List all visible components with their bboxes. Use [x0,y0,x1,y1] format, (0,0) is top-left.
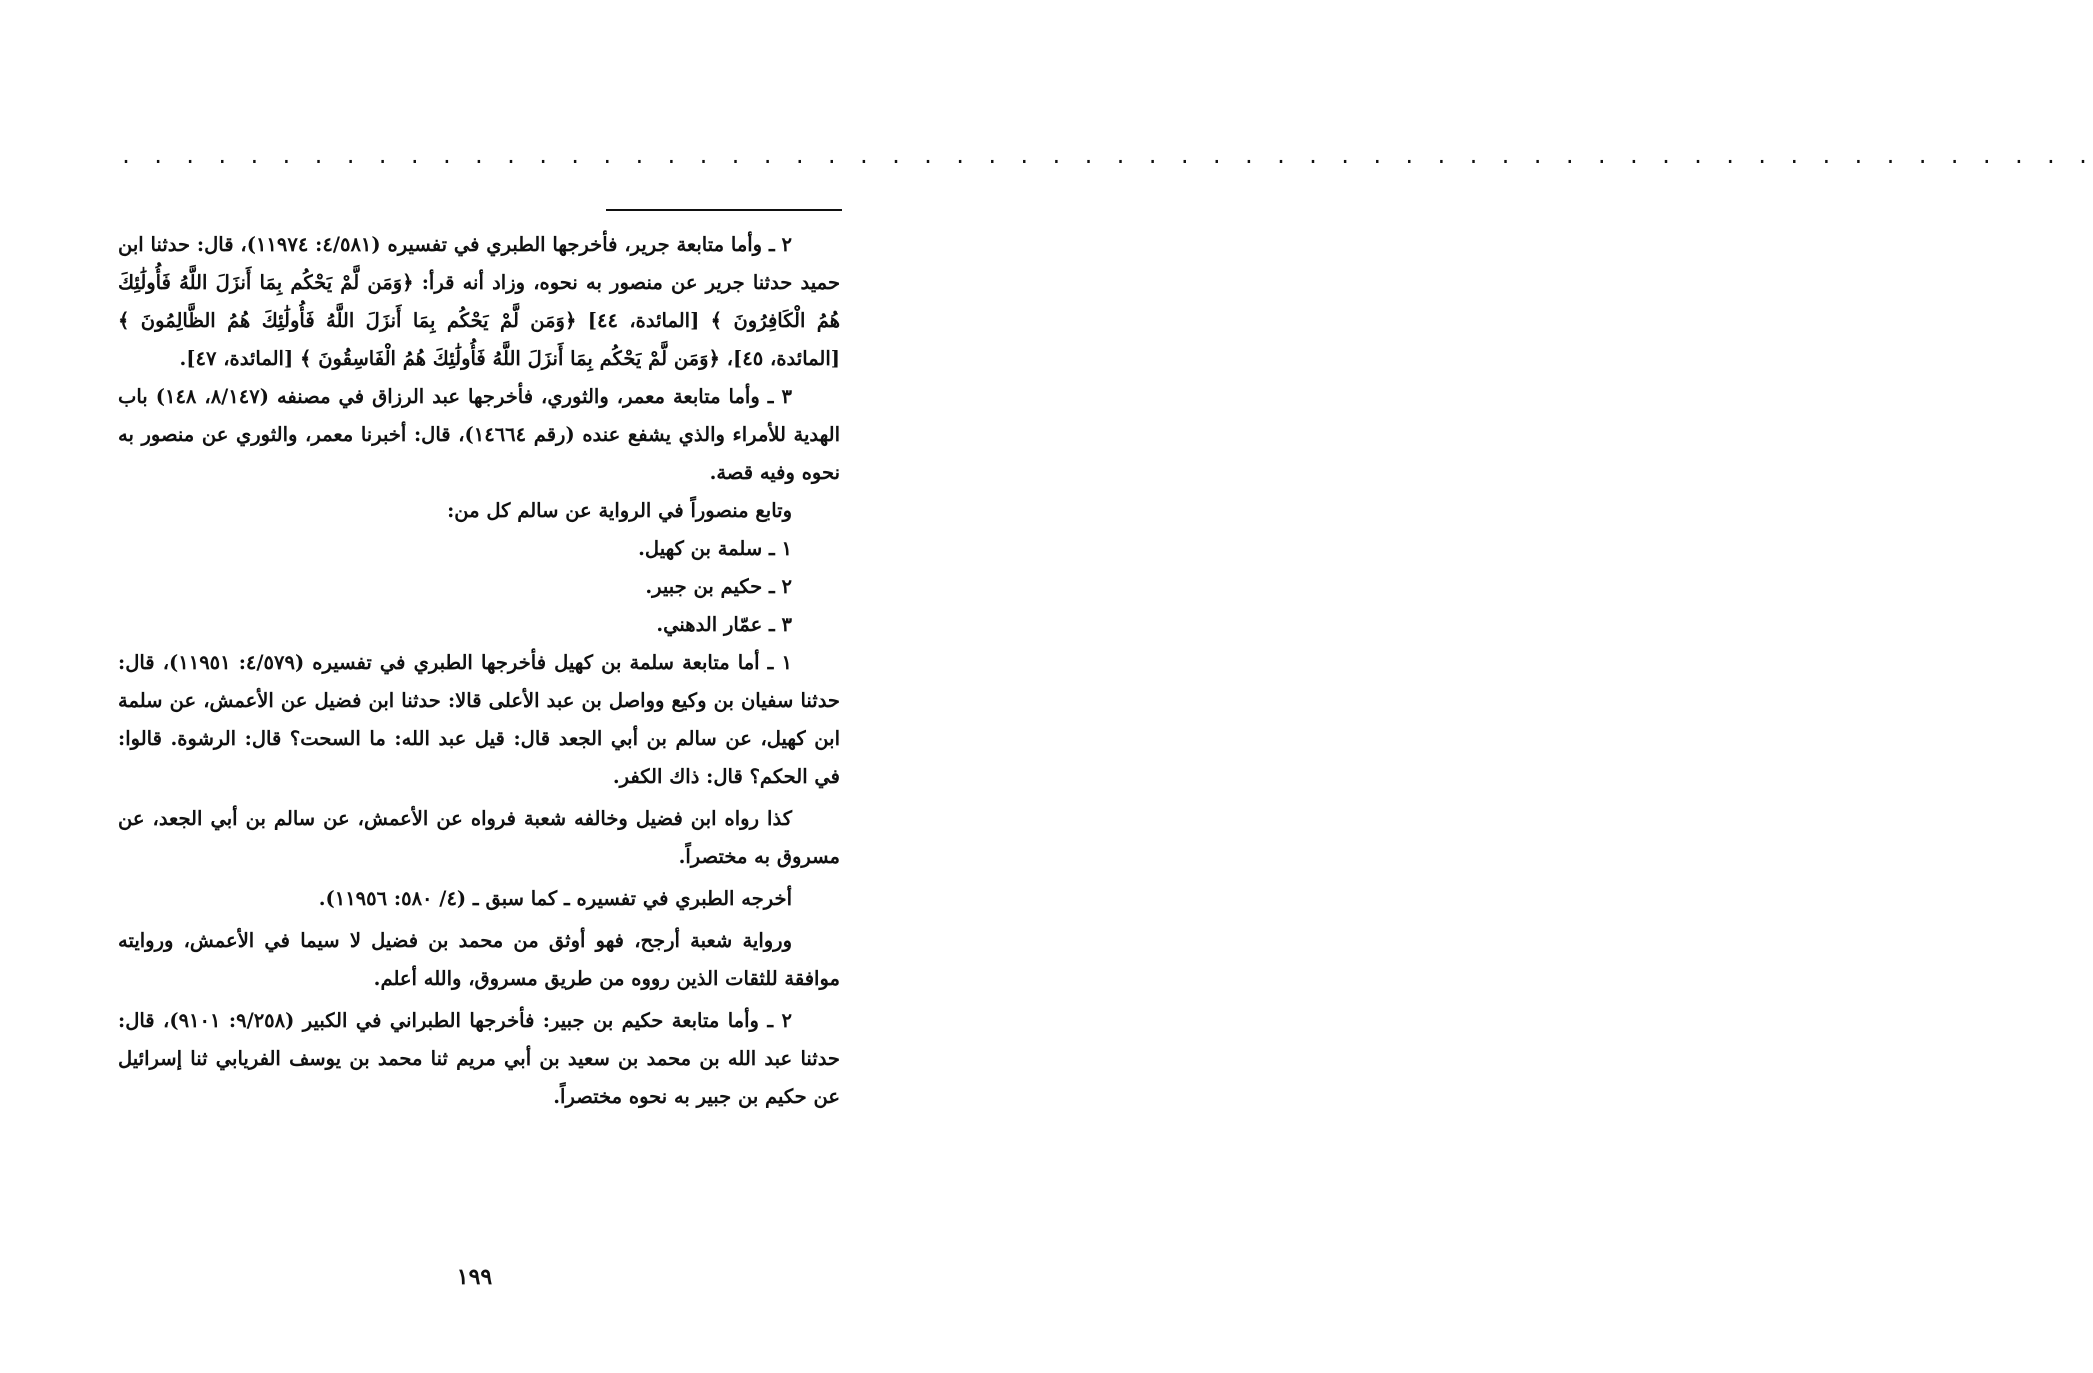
page-body [118,226,840,1116]
page-number: ١٩٩ [456,1264,493,1290]
paragraph-preference: ورواية شعبة أرجح، فهو أوثق من محمد بن فضيل لا سيما في الأعمش، وروايته موافقة للثقات الذين رووه من طريق مسروق، والله أعلم. [118,929,840,990]
paragraph-salama-follow-up: ١ ـ أما متابعة سلمة بن كهيل فأخرجها الطبري في تفسيره (٤/٥٧٩: ١١٩٥١)، قال: حدثنا سفيان بن وكيع وواصل بن عبد الأعلى قالا: حدثنا ابن فضيل عن الأعمش، عن سلمة ابن كهيل، عن سالم بن أبي الجعد قال: قيل عبد الله: ما السحت؟ قال: الرشوة. قالوا: في الحكم؟ قال: ذاك الكفر. [118,651,840,788]
dotted-separator: . . . . . . . . . . . . . . . . . . . . . . . . . . . . . . . . . . . . . . . . . . . . . . . . . . . . . . . . . . . . . . [120,144,2093,168]
paragraph-tabari-reference: أخرجه الطبري في تفسيره ـ كما سبق ـ (٤/ ٥٨٠: ١١٩٥٦). [318,887,792,910]
paragraph-hakim-follow-up: ٢ ـ وأما متابعة حكيم بن جبير: فأخرجها الطبراني في الكبير (٩/٢٥٨: ٩١٠١)، قال: حدثنا عبد الله بن محمد بن سعيد بن أبي مريم ثنا محمد بن يوسف الفريابي ثنا إسرائيل عن حكيم بن جبير به نحوه مختصراً. [118,1009,840,1108]
paragraph-mamar-follow-up: ٣ ـ وأما متابعة معمر، والثوري، فأخرجها عبد الرزاق في مصنفه (٨/١٤٧، ١٤٨) باب الهدية للأمراء والذي يشفع عنده (رقم ١٤٦٦٤)، قال: أخبرنا معمر، والثوري عن منصور به نحوه وفيه قصة. [118,385,841,484]
list-item-hakim: ٢ ـ حكيم بن جبير. [645,575,792,598]
footnote-rule [606,209,842,211]
paragraph-shuba-difference: كذا رواه ابن فضيل وخالفه شعبة فرواه عن الأعمش، عن سالم بن أبي الجعد، عن مسروق به مختصراً. [118,807,840,868]
list-item-ammar: ٣ ـ عمّار الدهني. [656,613,792,636]
paragraph-followers-intro: وتابع منصوراً في الرواية عن سالم كل من: [447,499,792,522]
paragraph-jarir-follow-up: ٢ ـ وأما متابعة جرير، فأخرجها الطبري في تفسيره (٤/٥٨١: ١١٩٧٤)، قال: حدثنا ابن حميد حدثنا جرير عن منصور به نحوه، وزاد أنه قرأ: ﴿وَمَن لَّمْ يَحْكُم بِمَا أَنزَلَ اللَّهُ فَأُولَٰئِكَ هُمُ الْكَافِرُونَ ﴾ [المائدة، ٤٤] ﴿وَمَن لَّمْ يَحْكُم بِمَا أَنزَلَ اللَّهُ فَأُولَٰئِكَ هُمُ الظَّالِمُونَ ﴾ [المائدة، ٤٥]، ﴿وَمَن لَّمْ يَحْكُم بِمَا أَنزَلَ اللَّهُ فَأُولَٰئِكَ هُمُ الْفَاسِقُونَ ﴾ [المائدة، ٤٧]. [118,233,840,370]
list-item-salama: ١ ـ سلمة بن كهيل. [638,537,792,560]
